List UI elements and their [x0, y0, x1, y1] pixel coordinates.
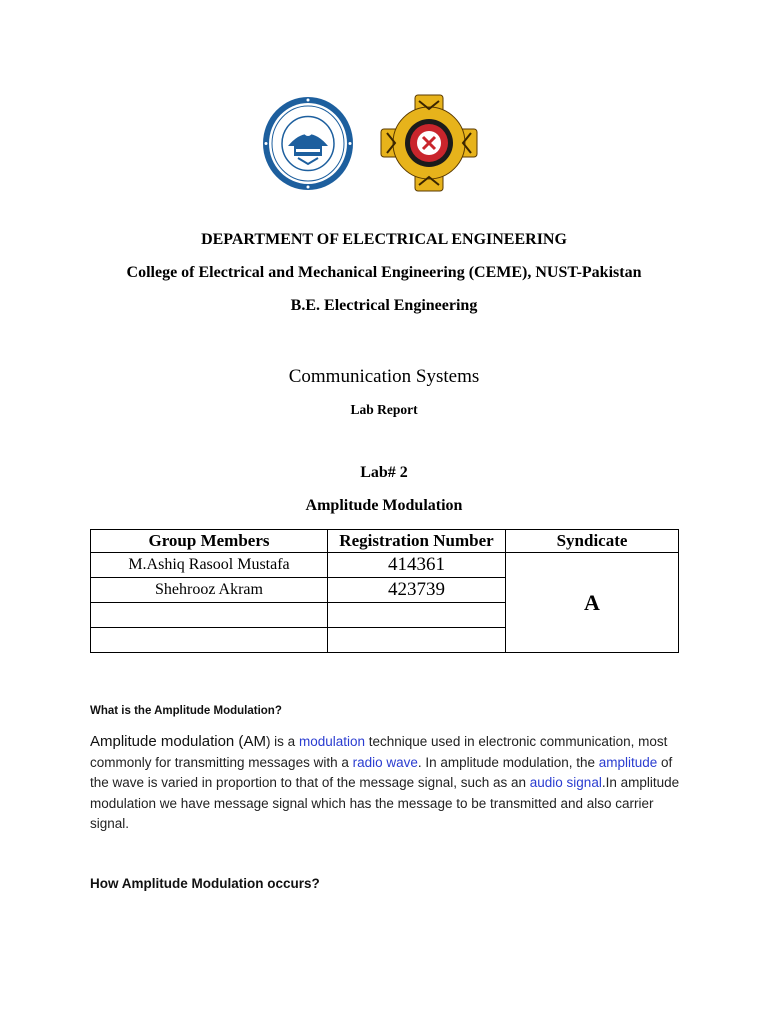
text-fragment: technique used in electronic communication, most commonly for transmitting messages with a	[90, 734, 668, 770]
member-name	[91, 603, 328, 628]
header-syndicate: Syndicate	[506, 530, 679, 553]
registration-number	[328, 628, 506, 653]
nust-logo	[262, 96, 354, 191]
lab-title: Amplitude Modulation	[305, 497, 463, 514]
section1-question: What is the Amplitude Modulation?	[90, 705, 282, 717]
text-fragment: . In amplitude modulation, the	[417, 754, 599, 770]
syndicate-value: A	[506, 553, 679, 653]
registration-number: 423739	[328, 578, 506, 603]
department-title: DEPARTMENT OF ELECTRICAL ENGINEERING	[201, 231, 567, 248]
header-registration-number: Registration Number	[328, 530, 506, 553]
link-amplitude[interactable]: amplitude	[598, 754, 658, 770]
registration-number	[328, 603, 506, 628]
header-group-members: Group Members	[91, 530, 328, 553]
ceme-crest-logo	[379, 93, 479, 193]
course-title: Communication Systems	[288, 366, 480, 387]
link-audio-signal[interactable]: audio signal	[529, 775, 602, 791]
member-name	[91, 628, 328, 653]
text-fragment: of the wave is varied in proportion to that of the message signal, such as an	[90, 754, 673, 791]
registration-number: 414361	[328, 553, 506, 578]
table-row	[91, 553, 679, 578]
table-header-row	[91, 530, 679, 553]
text-fragment: (	[234, 733, 244, 750]
college-name: College of Electrical and Mechanical Engineering (CEME), NUST-Pakistan	[126, 264, 642, 281]
member-name: M.Ashiq Rasool Mustafa	[91, 553, 328, 578]
term-amplitude-modulation: Amplitude modulation	[90, 733, 235, 750]
report-subtitle: Lab Report	[350, 402, 418, 417]
group-members-table	[90, 529, 679, 653]
text-fragment: .In amplitude modulation we have message signal which has the message to be transmitted and also carrier signal.	[90, 775, 680, 832]
degree-name: B.E. Electrical Engineering	[290, 297, 478, 314]
member-name: Shehrooz Akram	[91, 578, 328, 603]
text-fragment: ) is a	[265, 734, 299, 749]
section2-question: How Amplitude Modulation occurs?	[90, 876, 320, 891]
link-radio-wave[interactable]: radio wave	[352, 754, 418, 770]
link-modulation[interactable]: modulation	[298, 734, 365, 749]
term-am: AM	[243, 733, 266, 750]
lab-number: Lab# 2	[360, 464, 408, 481]
section1-paragraph	[90, 732, 690, 835]
